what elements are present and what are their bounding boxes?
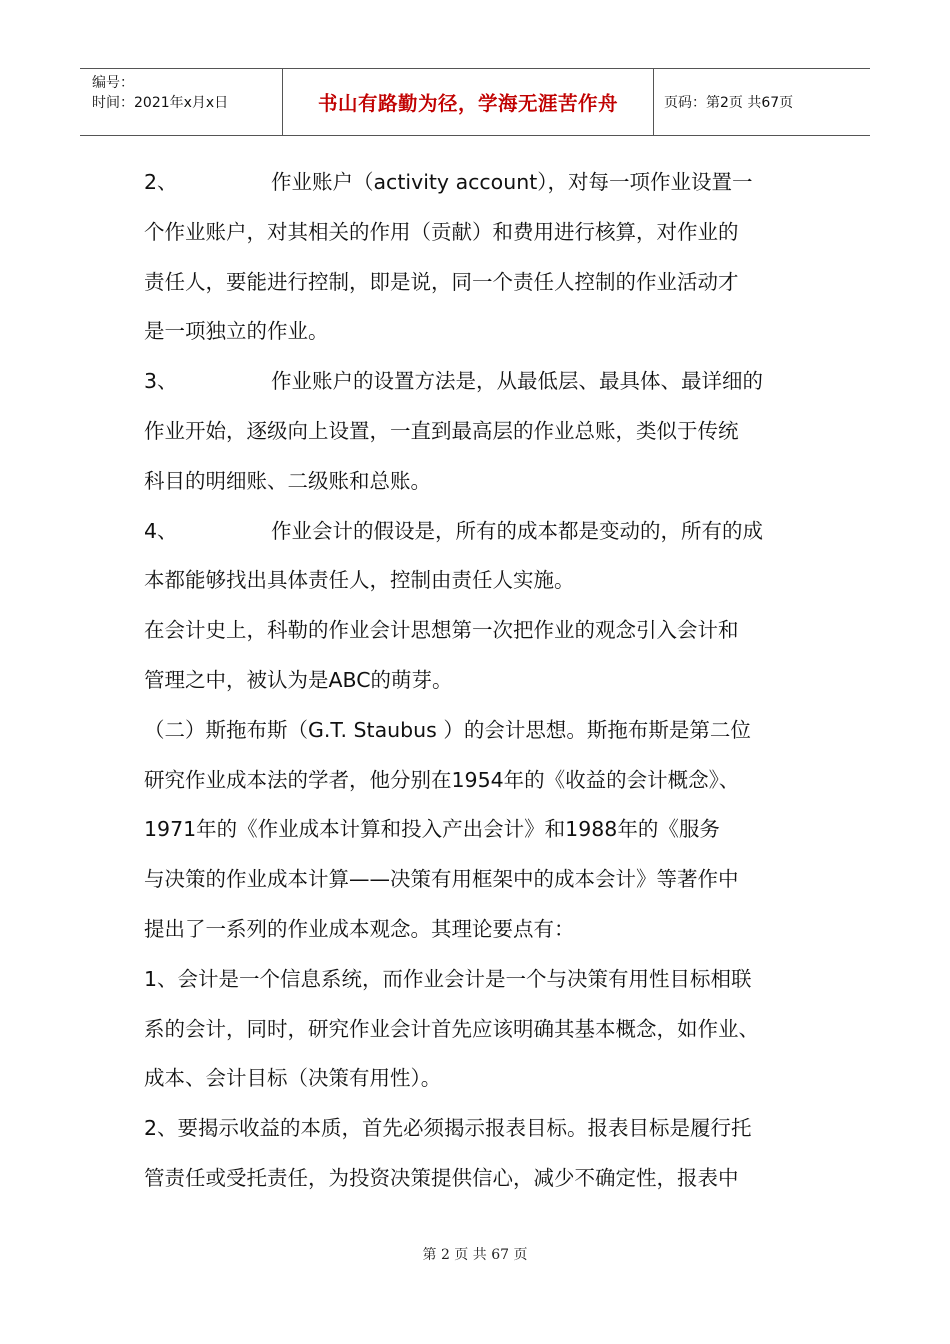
body-line: 研究作业成本法的学者，他分别在1954年的《收益的会计概念》、 <box>144 767 740 792</box>
document-time-label: 时间：2021年x月x日 <box>92 95 229 111</box>
body-line: 本都能够找出具体责任人，控制由责任人实施。 <box>144 568 575 593</box>
body-line: 2、要揭示收益的本质，首先必须揭示报表目标。报表目标是履行托 <box>144 1116 752 1141</box>
body-line: 提出了一系列的作业成本观念。其理论要点有： <box>144 916 575 941</box>
document-number-label: 编号： <box>92 75 134 91</box>
item-2-first-line <box>144 158 824 208</box>
item-number: 2、 <box>144 170 178 194</box>
body-line: 在会计史上，科勒的作业会计思想第一次把作业的观念引入会计和 <box>144 618 739 643</box>
body-line: 科目的明细账、二级账和总账。 <box>144 468 431 493</box>
body-line: 作业会计的假设是，所有的成本都是变动的，所有的成 <box>271 518 763 543</box>
item-4-first-line <box>144 507 824 557</box>
document-body <box>144 158 824 1204</box>
body-line: 1971年的《作业成本计算和投入产出会计》和1988年的《服务 <box>144 817 720 842</box>
item-number: 4、 <box>144 518 178 543</box>
header-page-info: 页码：第2页 共67页 <box>664 95 794 111</box>
page-footer: 第 2 页 共 67 页 <box>422 1247 528 1263</box>
body-line: 责任人，要能进行控制，即是说，同一个责任人控制的作业活动才 <box>144 269 739 294</box>
body-line: 作业账户的设置方法是，从最低层、最具体、最详细的 <box>271 369 763 394</box>
body-line: 是一项独立的作业。 <box>144 319 329 344</box>
body-line: 个作业账户，对其相关的作用（贡献）和费用进行核算，对作业的 <box>144 219 739 244</box>
body-line: 作业账户（activity account），对每一项作业设置一 <box>271 170 753 194</box>
body-line: 1、会计是一个信息系统，而作业会计是一个与决策有用性目标相联 <box>144 966 752 991</box>
body-line: （二）斯拖布斯（G.T. Staubus ）的会计思想。斯拖布斯是第二位 <box>144 717 751 742</box>
item-number: 3、 <box>144 369 178 394</box>
header-left-cell <box>80 69 282 135</box>
header-table <box>80 68 870 136</box>
body-line: 系的会计，同时，研究作业会计首先应该明确其基本概念，如作业、 <box>144 1016 759 1041</box>
item-3-first-line <box>144 357 824 407</box>
header-motto: 书山有路勤为径，学海无涯苦作舟 <box>282 69 654 135</box>
body-line: 管理之中，被认为是ABC的萌芽。 <box>144 667 453 692</box>
body-line: 作业开始，逐级向上设置，一直到最高层的作业总账，类似于传统 <box>144 418 739 443</box>
body-line: 管责任或受托责任，为投资决策提供信心，减少不确定性，报表中 <box>144 1165 739 1190</box>
body-line: 与决策的作业成本计算——决策有用框架中的成本会计》等著作中 <box>144 867 739 892</box>
body-line: 成本、会计目标（决策有用性）。 <box>144 1066 442 1091</box>
